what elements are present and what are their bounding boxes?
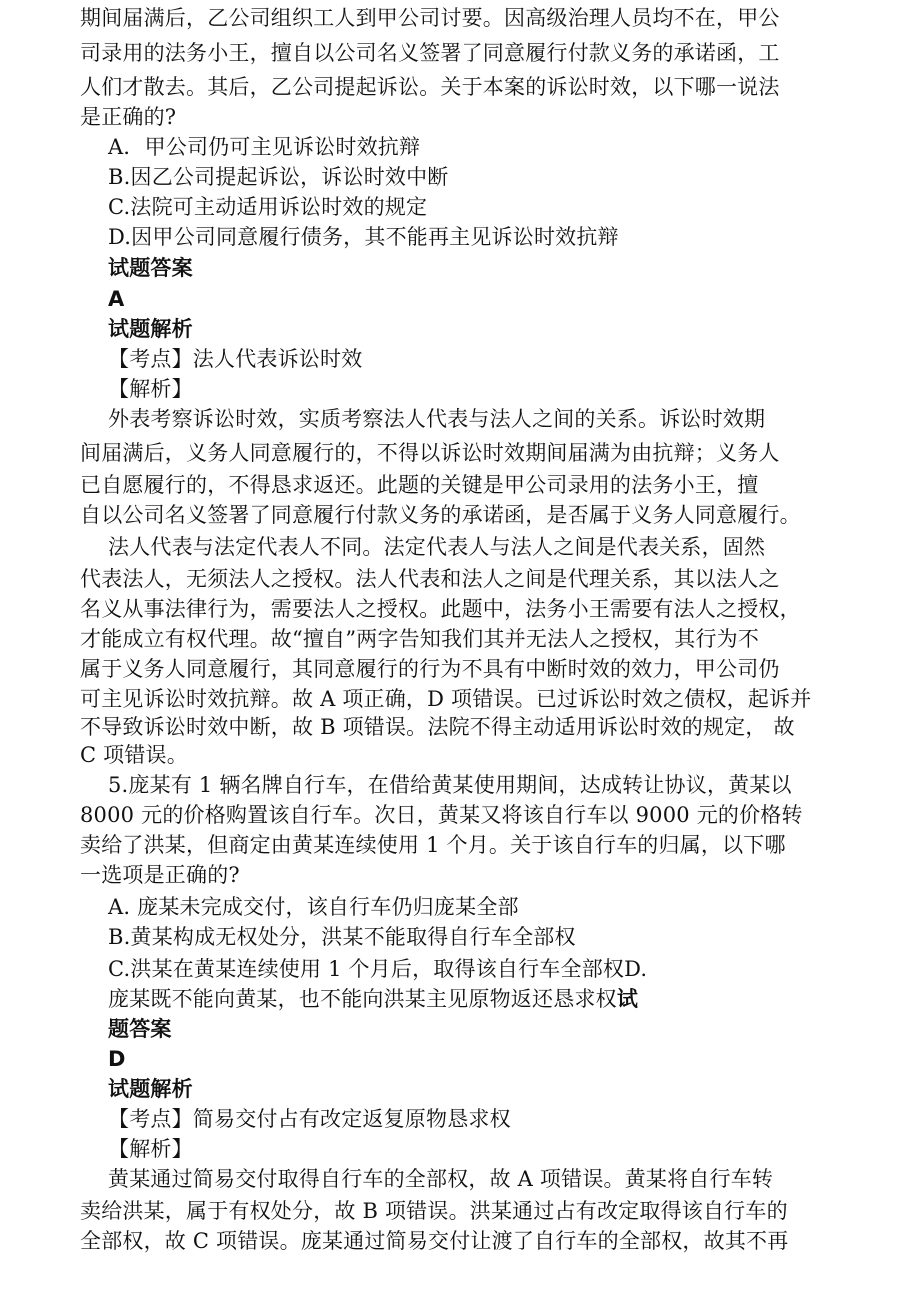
q5-answer-heading-start: 试 bbox=[616, 987, 639, 1011]
q4-stem-line: 期间届满后，乙公司组织工人到甲公司讨要。因高级治理人员均不在，甲公 bbox=[80, 6, 780, 30]
q4-analysis-heading: 试题解析 bbox=[108, 317, 193, 341]
q4-option-d: D.因甲公司同意履行债务，其不能再主见诉讼时效抗辩 bbox=[108, 225, 619, 249]
q5-option-d-line bbox=[108, 984, 638, 1014]
q4-answer: A bbox=[108, 287, 125, 311]
q5-option-a: A. 庞某未完成交付，该自行车仍归庞某全部 bbox=[108, 895, 519, 919]
q5-answer: D bbox=[108, 1047, 126, 1071]
q4-option-c: C.法院可主动适用诉讼时效的规定 bbox=[108, 195, 428, 219]
q4-analysis-line: 不导致诉讼时效中断，故 B 项错误。法院不得主动适用诉讼时效的规定， 故 bbox=[80, 715, 795, 739]
q5-analysis-line: 黄某通过简易交付取得自行车的全部权，故 A 项错误。黄某将自行车转 bbox=[108, 1167, 774, 1191]
q4-stem-line: 司录用的法务小王，擅自以公司名义签署了同意履行付款义务的承诺函，工 bbox=[80, 41, 780, 65]
q4-analysis-line: 已自愿履行的，不得恳求返还。此题的关键是甲公司录用的法务小王，擅 bbox=[80, 473, 759, 497]
q5-analysis-line: 全部权，故 C 项错误。庞某通过简易交付让渡了自行车的全部权，故其不再 bbox=[80, 1229, 789, 1253]
q5-kaodian: 【考点】简易交付占有改定返复原物恳求权 bbox=[108, 1107, 511, 1131]
q4-analysis-line: 间届满后，义务人同意履行的，不得以诉讼时效期间届满为由抗辩；义务人 bbox=[80, 441, 780, 465]
q4-answer-heading: 试题答案 bbox=[108, 256, 193, 280]
q5-option-c: C.洪某在黄某连续使用 1 个月后，取得该自行车全部权D. bbox=[108, 957, 648, 981]
q5-option-b: B.黄某构成无权处分，洪某不能取得自行车全部权 bbox=[108, 925, 576, 949]
q4-stem-line: 人们才散去。其后，乙公司提起诉讼。关于本案的诉讼时效，以下哪一说法 bbox=[80, 75, 780, 99]
q4-analysis-line: 属于义务人同意履行，其同意履行的行为不具有中断时效的效力，甲公司仍 bbox=[80, 657, 780, 681]
q4-analysis-line: C 项错误。 bbox=[80, 743, 188, 767]
q5-analysis-line: 卖给洪某，属于有权处分，故 B 项错误。洪某通过占有改定取得该自行车的 bbox=[80, 1199, 788, 1223]
q4-analysis-line: 可主见诉讼时效抗辩。故 A 项正确，D 项错误。已过诉讼时效之债权，起诉并 bbox=[80, 687, 812, 711]
q5-stem-line: 一选项是正确的? bbox=[80, 863, 240, 887]
q5-jiexi-label: 【解析】 bbox=[108, 1137, 193, 1161]
q5-option-d-text: 庞某既不能向黄某，也不能向洪某主见原物返还恳求权 bbox=[108, 987, 617, 1011]
q4-analysis-line: 外表考察诉讼时效，实质考察法人代表与法人之间的关系。诉讼时效期 bbox=[108, 407, 766, 431]
q4-analysis-line: 名义从事法律行为，需要法人之授权。此题中，法务小王需要有法人之授权， bbox=[80, 597, 801, 621]
q4-analysis-line: 代表法人，无须法人之授权。法人代表和法人之间是代理关系，其以法人之 bbox=[80, 567, 780, 591]
q5-analysis-heading: 试题解析 bbox=[108, 1077, 193, 1101]
q5-answer-heading: 题答案 bbox=[108, 1017, 172, 1041]
q4-analysis-line: 自以公司名义签署了同意履行付款义务的承诺函，是否属于义务人同意履行。 bbox=[80, 503, 801, 527]
q5-stem-line: 卖给了洪某，但商定由黄某连续使用 1 个月。关于该自行车的归属，以下哪 bbox=[80, 833, 786, 857]
q4-stem-line: 是正确的? bbox=[80, 105, 177, 129]
q4-kaodian: 【考点】法人代表诉讼时效 bbox=[108, 347, 363, 371]
q5-stem-line: 8000 元的价格购置该自行车。次日，黄某又将该自行车以 9000 元的价格转 bbox=[80, 803, 803, 827]
q4-analysis-line: 才能成立有权代理。故“擅自”两字告知我们其并无法人之授权，其行为不 bbox=[80, 627, 760, 651]
q4-analysis-line: 法人代表与法定代表人不同。法定代表人与法人之间是代表关系，固然 bbox=[108, 535, 766, 559]
q4-option-a: A．甲公司仍可主见诉讼时效抗辩 bbox=[108, 135, 421, 159]
q5-stem-line: 5.庞某有 1 辆名牌自行车，在借给黄某使用期间，达成转让协议，黄某以 bbox=[108, 773, 792, 797]
q4-jiexi-label: 【解析】 bbox=[108, 377, 193, 401]
q4-option-b: B.因乙公司提起诉讼，诉讼时效中断 bbox=[108, 165, 449, 189]
